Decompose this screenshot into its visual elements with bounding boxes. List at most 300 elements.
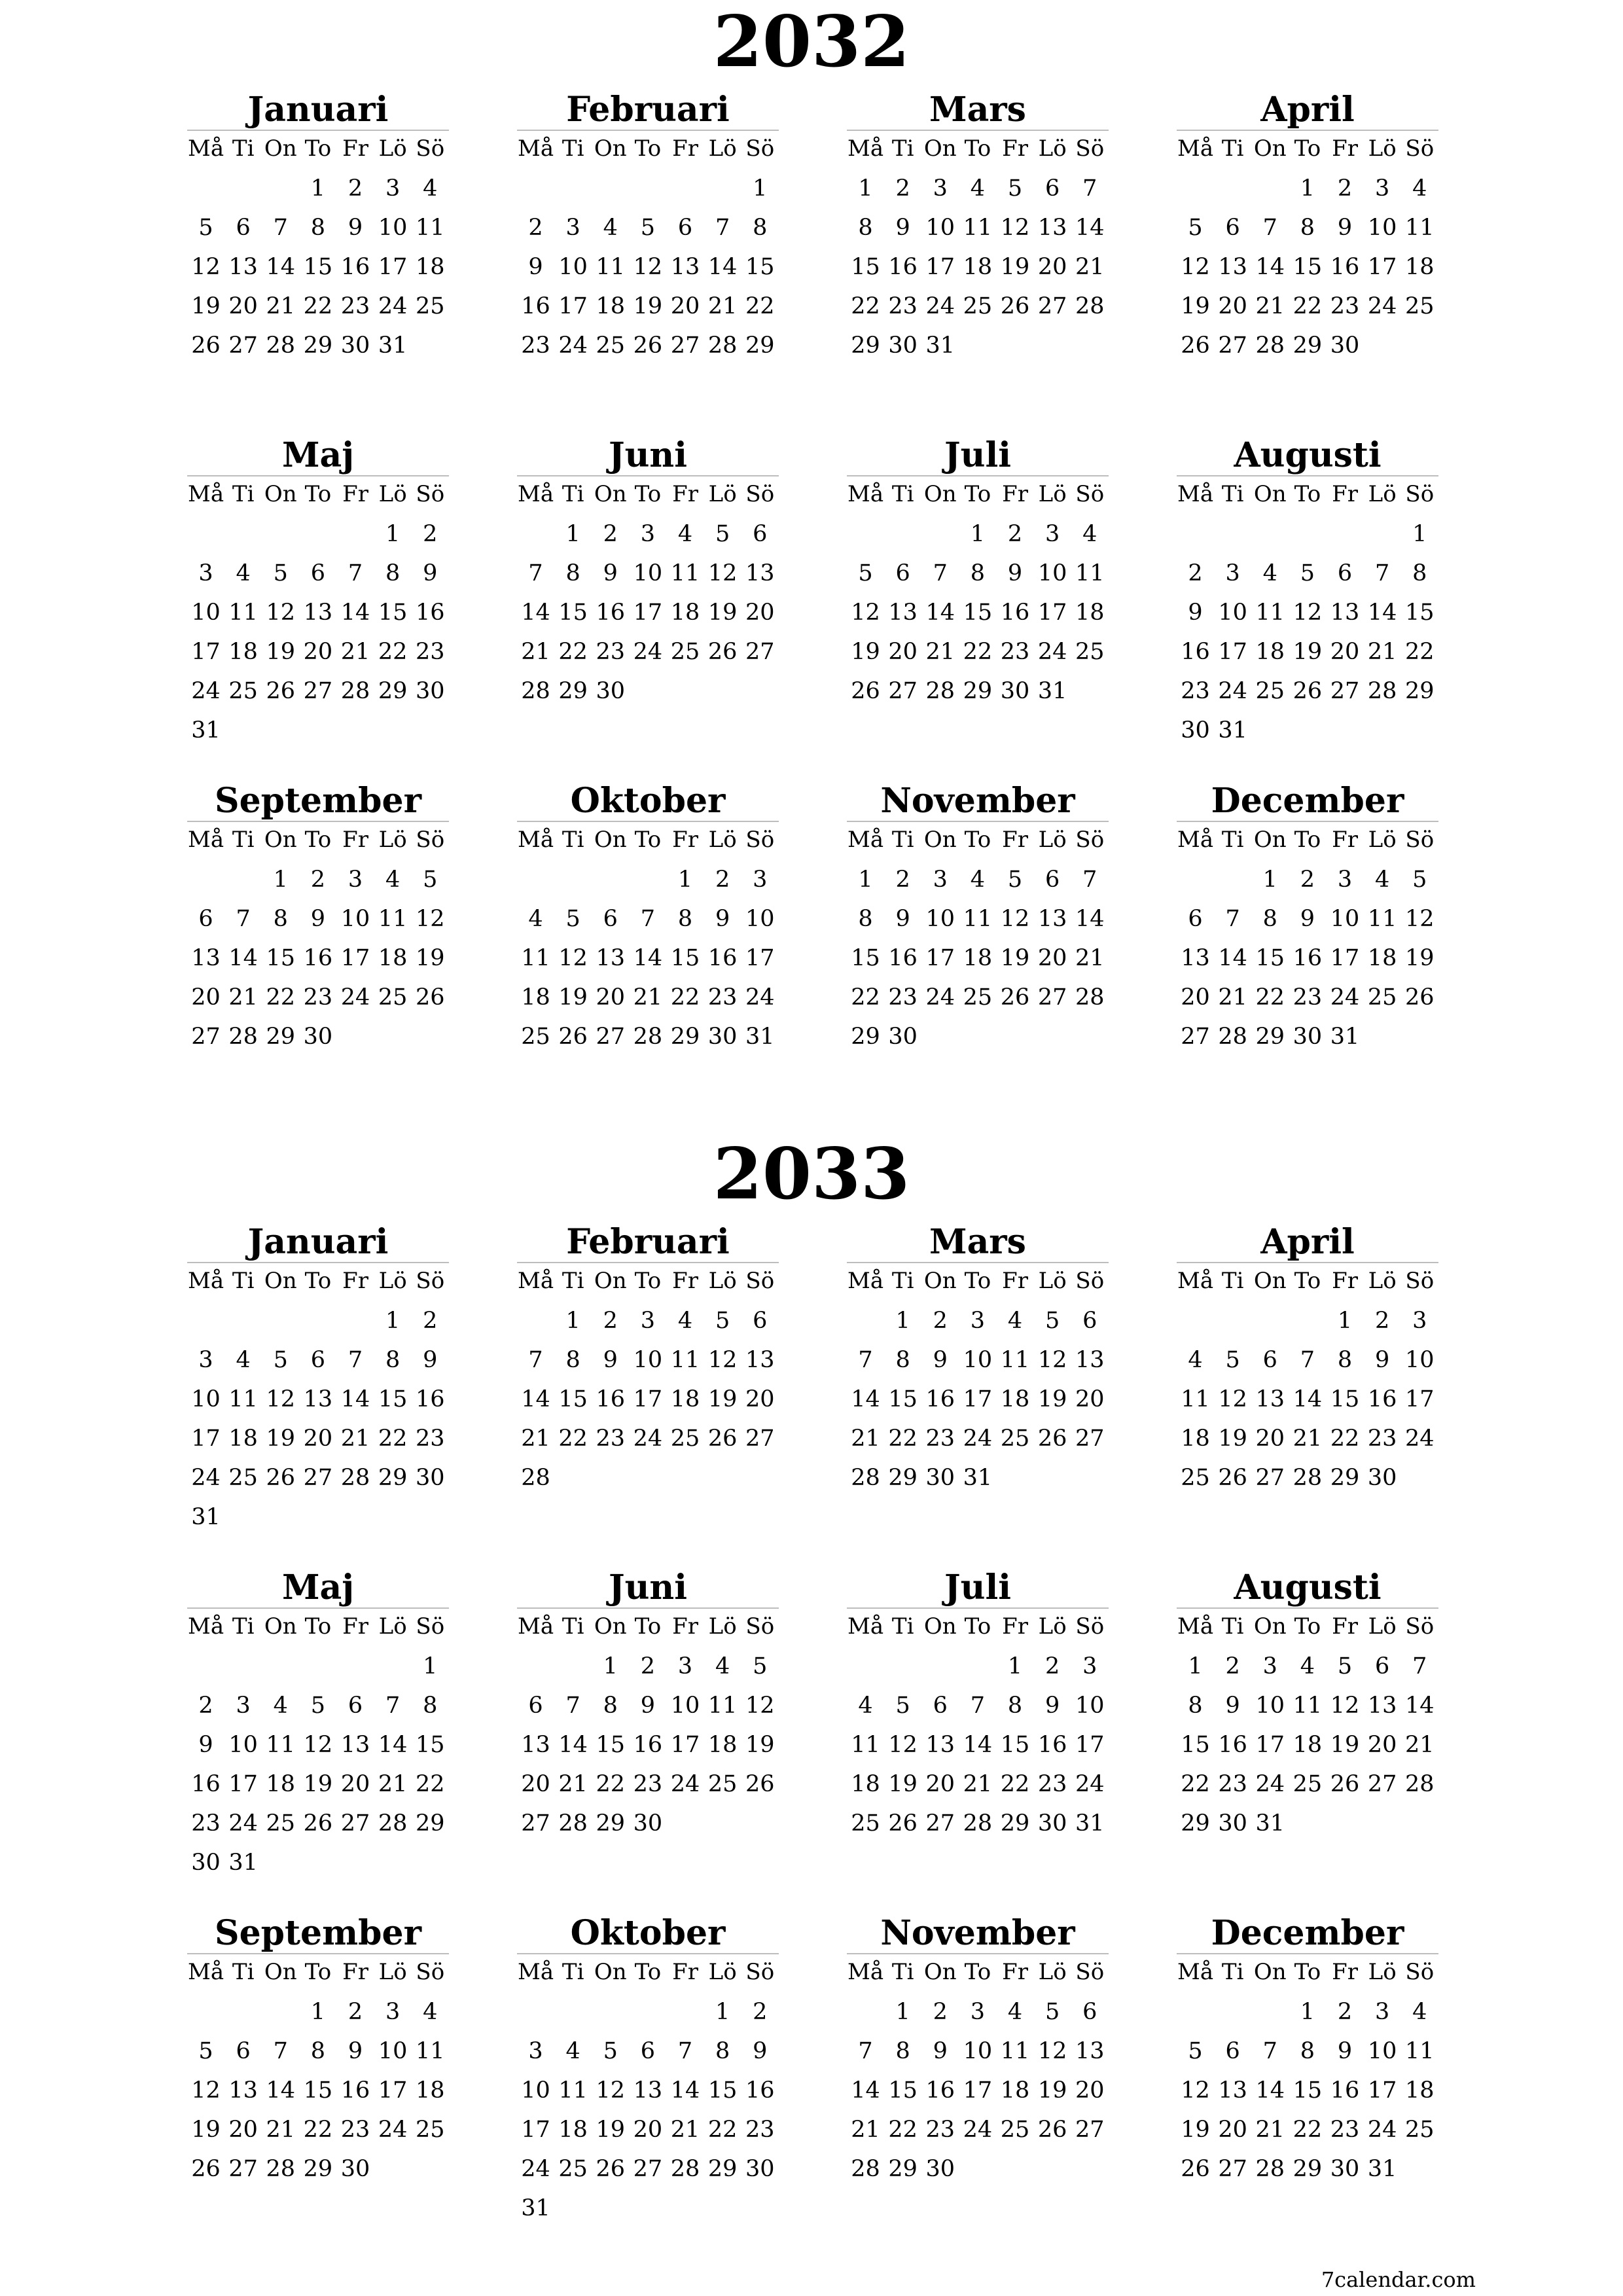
day-cell: 25 <box>521 1024 550 1050</box>
weekday-label: On <box>923 827 957 853</box>
day-cell: 28 <box>1255 2156 1285 2182</box>
weekday-label: To <box>964 1613 991 1640</box>
day-cell: 28 <box>1218 1024 1247 1050</box>
weekday-label: Må <box>188 481 224 507</box>
empty-day-cell <box>847 1301 884 1340</box>
day-cell: 30 <box>888 1024 918 1050</box>
day-grid <box>517 860 779 1056</box>
day-cell: 22 <box>558 1426 588 1452</box>
day-cell: 25 <box>1405 2117 1435 2143</box>
day-cell: 12 <box>416 906 445 932</box>
day-cell: 5 <box>273 560 288 586</box>
empty-day-cell <box>224 1301 262 1340</box>
day-cell: 20 <box>1218 2117 1247 2143</box>
day-cell: 12 <box>707 560 738 586</box>
weekday-label: Sö <box>416 827 445 853</box>
weekday-header <box>1177 475 1438 512</box>
day-cell: 24 <box>228 1810 258 1837</box>
day-cell: 1 <box>385 1308 401 1334</box>
weekday-label: Må <box>188 1613 224 1640</box>
weekday-label: On <box>1253 1959 1287 1985</box>
day-cell: 28 <box>707 332 738 359</box>
day-cell: 19 <box>266 639 296 665</box>
month-april <box>1177 1224 1438 1498</box>
day-cell: 28 <box>670 2156 700 2182</box>
day-cell: 31 <box>1330 1024 1360 1050</box>
day-cell: 24 <box>340 984 370 1011</box>
day-cell: 18 <box>851 1771 880 1797</box>
day-cell: 22 <box>303 293 333 319</box>
day-cell: 1 <box>1412 521 1427 547</box>
day-cell: 30 <box>191 1850 221 1876</box>
day-cell: 24 <box>558 332 588 359</box>
day-cell: 18 <box>670 1386 700 1412</box>
weekday-label: Ti <box>562 1959 584 1985</box>
day-cell: 13 <box>745 1347 775 1373</box>
day-cell: 25 <box>963 293 993 319</box>
day-cell: 9 <box>528 254 543 280</box>
day-grid <box>517 1992 779 2228</box>
empty-day-cell <box>224 1992 262 2032</box>
day-cell: 26 <box>191 2156 221 2182</box>
day-cell: 8 <box>970 560 986 586</box>
day-cell: 9 <box>933 2038 948 2064</box>
day-cell: 27 <box>888 678 918 704</box>
empty-day-cell <box>224 169 262 208</box>
day-cell: 14 <box>1255 2077 1285 2104</box>
day-cell: 15 <box>888 2077 918 2104</box>
empty-day-cell <box>884 514 921 554</box>
day-cell: 5 <box>858 560 873 586</box>
day-cell: 15 <box>963 600 993 626</box>
weekday-label: Sö <box>1075 481 1105 507</box>
weekday-header <box>187 1607 449 1644</box>
day-cell: 31 <box>1218 717 1247 744</box>
month-augusti <box>1177 437 1438 750</box>
day-cell: 2 <box>603 521 618 547</box>
empty-day-cell <box>224 514 262 554</box>
weekday-label: To <box>964 1959 991 1985</box>
day-cell: 18 <box>416 2077 445 2104</box>
weekday-label: Lö <box>378 1613 407 1640</box>
day-cell: 14 <box>340 600 370 626</box>
day-cell: 15 <box>596 1732 626 1758</box>
empty-day-cell <box>262 1301 299 1340</box>
day-cell: 10 <box>228 1732 258 1758</box>
day-cell: 24 <box>670 1771 700 1797</box>
day-cell: 20 <box>1218 293 1247 319</box>
day-cell: 16 <box>925 1386 955 1412</box>
day-cell: 8 <box>1300 215 1315 241</box>
day-cell: 3 <box>385 175 401 202</box>
day-cell: 11 <box>416 2038 445 2064</box>
weekday-header <box>517 821 779 857</box>
day-cell: 4 <box>603 215 618 241</box>
day-cell: 8 <box>1412 560 1427 586</box>
day-cell: 11 <box>416 215 445 241</box>
weekday-label: Lö <box>1368 1613 1397 1640</box>
weekday-label: Ti <box>232 481 255 507</box>
day-cell: 5 <box>1188 2038 1203 2064</box>
day-cell: 20 <box>1181 984 1210 1011</box>
month-augusti <box>1177 1570 1438 1843</box>
weekday-label: Fr <box>342 1959 368 1985</box>
day-cell: 4 <box>1007 1999 1023 2025</box>
day-cell: 28 <box>558 1810 588 1837</box>
empty-day-cell <box>921 1647 959 1686</box>
day-cell: 17 <box>745 945 775 971</box>
day-cell: 25 <box>228 678 258 704</box>
day-cell: 23 <box>596 639 626 665</box>
month-september <box>187 1915 449 2189</box>
day-cell: 6 <box>310 560 326 586</box>
day-cell: 10 <box>925 215 955 241</box>
day-cell: 8 <box>1188 1693 1203 1719</box>
month-name: Mars <box>929 90 1026 130</box>
empty-day-cell <box>1251 169 1289 208</box>
day-cell: 11 <box>1367 906 1397 932</box>
day-cell: 22 <box>266 984 296 1011</box>
day-cell: 15 <box>851 254 880 280</box>
day-cell: 9 <box>715 906 730 932</box>
weekday-label: Lö <box>1038 827 1067 853</box>
day-cell: 8 <box>385 560 401 586</box>
month-name: September <box>215 781 421 821</box>
day-cell: 1 <box>715 1999 730 2025</box>
day-cell: 14 <box>707 254 738 280</box>
empty-day-cell <box>299 514 336 554</box>
weekday-label: Lö <box>708 1268 737 1294</box>
day-cell: 31 <box>228 1850 258 1876</box>
day-cell: 30 <box>416 1465 445 1491</box>
day-cell: 17 <box>191 639 221 665</box>
day-cell: 2 <box>528 215 543 241</box>
weekday-label: Fr <box>1002 1613 1028 1640</box>
day-cell: 12 <box>303 1732 333 1758</box>
weekday-label: Sö <box>1405 827 1435 853</box>
day-cell: 23 <box>416 639 445 665</box>
empty-day-cell <box>554 860 592 899</box>
day-cell: 24 <box>1367 293 1397 319</box>
day-cell: 1 <box>1300 175 1315 202</box>
day-cell: 29 <box>378 1465 408 1491</box>
day-cell: 21 <box>1367 639 1397 665</box>
day-cell: 21 <box>266 293 296 319</box>
day-cell: 30 <box>1330 332 1360 359</box>
day-cell: 27 <box>303 1465 333 1491</box>
day-cell: 10 <box>1037 560 1067 586</box>
day-cell: 9 <box>348 215 363 241</box>
weekday-label: Sö <box>416 1613 445 1640</box>
day-cell: 3 <box>385 1999 401 2025</box>
day-cell: 7 <box>640 906 656 932</box>
day-cell: 8 <box>1007 1693 1023 1719</box>
empty-day-cell <box>187 514 224 554</box>
empty-day-cell <box>847 1992 884 2032</box>
day-cell: 25 <box>228 1465 258 1491</box>
day-cell: 30 <box>633 1810 663 1837</box>
empty-day-cell <box>262 1647 299 1686</box>
weekday-label: Fr <box>342 827 368 853</box>
day-cell: 23 <box>1181 678 1210 704</box>
day-cell: 5 <box>273 1347 288 1373</box>
month-name: Maj <box>281 435 355 475</box>
day-cell: 6 <box>1225 2038 1240 2064</box>
day-cell: 22 <box>378 639 408 665</box>
day-cell: 6 <box>1045 867 1060 893</box>
day-cell: 22 <box>851 984 880 1011</box>
weekday-label: Fr <box>342 135 368 162</box>
day-cell: 26 <box>266 678 296 704</box>
day-cell: 30 <box>1037 1810 1067 1837</box>
day-cell: 29 <box>266 1024 296 1050</box>
day-cell: 4 <box>1375 867 1390 893</box>
month-december <box>1177 1915 1438 2189</box>
weekday-label: On <box>264 827 297 853</box>
day-cell: 6 <box>1375 1653 1390 1679</box>
day-cell: 24 <box>633 1426 663 1452</box>
weekday-label: Fr <box>672 481 698 507</box>
day-cell: 24 <box>1367 2117 1397 2143</box>
day-cell: 14 <box>521 600 550 626</box>
day-cell: 5 <box>1225 1347 1240 1373</box>
day-cell: 22 <box>1000 1771 1030 1797</box>
day-cell: 3 <box>1082 1653 1097 1679</box>
weekday-label: Sö <box>1405 481 1435 507</box>
weekday-label: Fr <box>342 1268 368 1294</box>
day-cell: 28 <box>1293 1465 1323 1491</box>
weekday-label: Må <box>518 827 554 853</box>
day-cell: 21 <box>340 639 370 665</box>
month-name: December <box>1211 781 1404 821</box>
day-cell: 24 <box>1330 984 1360 1011</box>
day-cell: 28 <box>925 678 955 704</box>
weekday-header <box>517 475 779 512</box>
day-cell: 30 <box>303 1024 333 1050</box>
day-cell: 17 <box>670 1732 700 1758</box>
day-cell: 24 <box>378 293 408 319</box>
day-cell: 9 <box>310 906 326 932</box>
day-cell: 27 <box>1218 2156 1247 2182</box>
day-cell: 2 <box>603 1308 618 1334</box>
day-cell: 1 <box>1300 1999 1315 2025</box>
weekday-label: Fr <box>342 481 368 507</box>
day-cell: 6 <box>1082 1308 1097 1334</box>
empty-day-cell <box>187 1992 224 2032</box>
day-cell: 30 <box>1330 2156 1360 2182</box>
day-cell: 2 <box>423 1308 438 1334</box>
empty-day-cell <box>959 1647 996 1686</box>
weekday-label: Må <box>1177 1959 1214 1985</box>
day-cell: 4 <box>677 521 693 547</box>
day-cell: 7 <box>236 906 251 932</box>
day-cell: 30 <box>1181 717 1210 744</box>
weekday-label: Ti <box>232 827 255 853</box>
weekday-label: On <box>594 135 627 162</box>
day-cell: 29 <box>888 2156 918 2182</box>
day-cell: 2 <box>1300 867 1315 893</box>
day-cell: 28 <box>851 2156 880 2182</box>
empty-day-cell <box>592 860 629 899</box>
day-cell: 11 <box>1075 560 1105 586</box>
weekday-label: To <box>1294 135 1321 162</box>
day-cell: 20 <box>340 1771 370 1797</box>
weekday-label: Må <box>188 827 224 853</box>
day-cell: 19 <box>1330 1732 1360 1758</box>
weekday-header <box>1177 821 1438 857</box>
day-cell: 4 <box>1082 521 1097 547</box>
weekday-label: On <box>1253 1613 1287 1640</box>
day-cell: 25 <box>707 1771 738 1797</box>
day-cell: 19 <box>191 2117 221 2143</box>
day-grid <box>187 1301 449 1537</box>
day-cell: 17 <box>1367 2077 1397 2104</box>
weekday-label: Sö <box>416 1959 445 1985</box>
day-cell: 16 <box>1367 1386 1397 1412</box>
day-cell: 27 <box>1218 332 1247 359</box>
empty-day-cell <box>592 169 629 208</box>
weekday-label: Fr <box>1332 827 1358 853</box>
day-grid <box>847 169 1109 365</box>
day-grid <box>187 514 449 750</box>
day-cell: 21 <box>558 1771 588 1797</box>
day-cell: 15 <box>303 254 333 280</box>
day-cell: 20 <box>633 2117 663 2143</box>
weekday-label: To <box>1294 1268 1321 1294</box>
weekday-label: Fr <box>342 1613 368 1640</box>
day-cell: 7 <box>273 2038 288 2064</box>
weekday-label: To <box>304 1613 332 1640</box>
day-cell: 27 <box>228 332 258 359</box>
day-cell: 13 <box>670 254 700 280</box>
empty-day-cell <box>262 169 299 208</box>
day-cell: 14 <box>266 254 296 280</box>
day-cell: 30 <box>340 2156 370 2182</box>
day-cell: 11 <box>1293 1693 1323 1719</box>
day-cell: 29 <box>378 678 408 704</box>
day-cell: 23 <box>745 2117 775 2143</box>
day-cell: 8 <box>1262 906 1277 932</box>
day-cell: 29 <box>963 678 993 704</box>
day-cell: 1 <box>310 175 326 202</box>
day-cell: 23 <box>340 2117 370 2143</box>
weekday-label: On <box>1253 135 1287 162</box>
weekday-label: Må <box>847 1959 884 1985</box>
day-cell: 11 <box>670 560 700 586</box>
empty-day-cell <box>592 1992 629 2032</box>
day-cell: 24 <box>1255 1771 1285 1797</box>
weekday-label: Sö <box>1075 1959 1105 1985</box>
day-cell: 16 <box>1181 639 1210 665</box>
day-cell: 6 <box>1045 175 1060 202</box>
day-cell: 4 <box>385 867 401 893</box>
weekday-label: On <box>264 1268 297 1294</box>
day-cell: 12 <box>745 1693 775 1719</box>
weekday-label: To <box>1294 827 1321 853</box>
empty-day-cell <box>667 169 704 208</box>
day-cell: 31 <box>521 2195 550 2221</box>
weekday-label: Sö <box>745 1613 775 1640</box>
day-cell: 1 <box>565 1308 580 1334</box>
weekday-label: Lö <box>378 481 407 507</box>
day-cell: 7 <box>677 2038 693 2064</box>
day-cell: 28 <box>1075 984 1105 1011</box>
day-cell: 31 <box>191 717 221 744</box>
day-cell: 1 <box>1007 1653 1023 1679</box>
weekday-header <box>517 130 779 166</box>
weekday-label: Ti <box>562 1613 584 1640</box>
day-cell: 7 <box>565 1693 580 1719</box>
day-cell: 20 <box>303 639 333 665</box>
weekday-header <box>847 821 1109 857</box>
weekday-header <box>517 1953 779 1990</box>
day-cell: 13 <box>1037 215 1067 241</box>
weekday-label: Fr <box>1002 135 1028 162</box>
day-cell: 25 <box>416 293 445 319</box>
day-cell: 19 <box>745 1732 775 1758</box>
weekday-label: Lö <box>378 827 407 853</box>
day-cell: 16 <box>1000 600 1030 626</box>
day-cell: 16 <box>596 1386 626 1412</box>
empty-day-cell <box>517 1992 554 2032</box>
weekday-label: On <box>594 1268 627 1294</box>
day-cell: 6 <box>1262 1347 1277 1373</box>
day-cell: 25 <box>963 984 993 1011</box>
day-cell: 26 <box>1181 332 1210 359</box>
day-cell: 8 <box>715 2038 730 2064</box>
day-cell: 1 <box>753 175 768 202</box>
day-cell: 17 <box>1037 600 1067 626</box>
day-cell: 16 <box>416 600 445 626</box>
day-cell: 4 <box>1188 1347 1203 1373</box>
day-cell: 29 <box>1255 1024 1285 1050</box>
day-cell: 1 <box>1262 867 1277 893</box>
day-cell: 14 <box>1075 906 1105 932</box>
day-cell: 2 <box>348 175 363 202</box>
day-cell: 10 <box>521 2077 550 2104</box>
day-cell: 29 <box>851 332 880 359</box>
day-cell: 22 <box>1181 1771 1210 1797</box>
weekday-label: On <box>594 1613 627 1640</box>
day-cell: 11 <box>558 2077 588 2104</box>
weekday-label: To <box>964 827 991 853</box>
day-cell: 5 <box>1007 867 1023 893</box>
day-cell: 24 <box>745 984 775 1011</box>
weekday-label: To <box>964 481 991 507</box>
day-cell: 19 <box>851 639 880 665</box>
day-cell: 18 <box>1405 254 1435 280</box>
weekday-label: Må <box>518 1613 554 1640</box>
day-cell: 3 <box>198 1347 213 1373</box>
day-cell: 24 <box>1037 639 1067 665</box>
weekday-label: Lö <box>378 1268 407 1294</box>
weekday-label: Sö <box>1075 1613 1105 1640</box>
day-cell: 22 <box>1330 1426 1360 1452</box>
day-cell: 30 <box>1000 678 1030 704</box>
day-cell: 8 <box>310 215 326 241</box>
day-cell: 16 <box>191 1771 221 1797</box>
weekday-label: Sö <box>416 135 445 162</box>
day-cell: 30 <box>745 2156 775 2182</box>
day-cell: 5 <box>198 2038 213 2064</box>
day-cell: 13 <box>925 1732 955 1758</box>
day-cell: 9 <box>603 1347 618 1373</box>
weekday-label: To <box>1294 481 1321 507</box>
footer-site-link[interactable]: 7calendar.com <box>1321 2267 1476 2292</box>
day-cell: 7 <box>1412 1653 1427 1679</box>
day-cell: 13 <box>596 945 626 971</box>
day-cell: 16 <box>1330 2077 1360 2104</box>
